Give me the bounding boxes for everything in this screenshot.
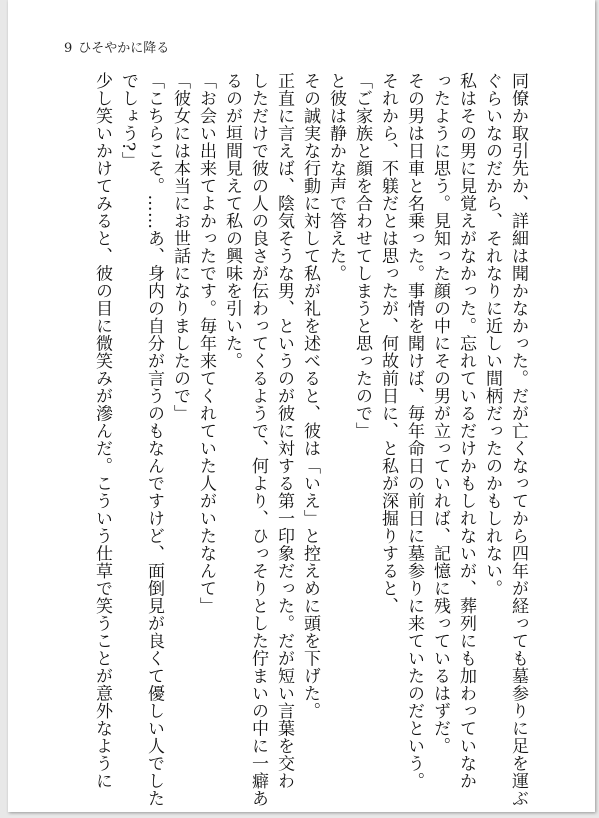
running-header [64, 37, 169, 56]
text-line: ったように思う。見知った顔の中にその男が立っていれば、記憶に残っているはずだ。 [430, 72, 450, 755]
text-line: 「お会い出来てよかったです。毎年来てくれていた人がいたなんて」 [196, 72, 216, 615]
text-line: るのが垣間見えて私の興味を引いた。 [222, 72, 242, 370]
text-line: 「ご家族と顔を合わせてしまうと思ったので」 [352, 72, 372, 440]
vertical-body-text [89, 72, 531, 807]
text-line: 正直に言えば、陰気そうな男、というのが彼に対する第一印象だった。だが短い言葉を交わ [274, 72, 294, 790]
text-line: ぐらいなのだから、それなりに近しい間柄だったのかもしれない。 [482, 72, 502, 597]
text-line: 少し笑いかけてみると、彼の目に微笑みが滲んだ。こういう仕草で笑うことが意外なように [92, 72, 112, 790]
text-line: と彼は静かな声で答えた。 [326, 72, 346, 282]
text-line: 同僚か取引先か、詳細は聞かなかった。だが亡くなってから四年が経っても墓参りに足を運ぶ [508, 72, 528, 807]
text-line: その男は日車と名乗った。事情を聞けば、毎年命日の前日に墓参りに来ていたのだという。 [404, 72, 424, 790]
text-line: 「こちらこそ。……あ、身内の自分が言うのもなんですけど、面倒見が良くて優しい人でした [144, 72, 164, 807]
page-number: 9 [64, 41, 73, 56]
text-line: その誠実な行動に対して私が礼を述べると、彼は「いえ」と控えめに頭を下げた。 [300, 72, 320, 720]
text-line: 「彼女には本当にお世話になりましたので」 [170, 72, 190, 422]
text-line: でしょう?」 [118, 72, 138, 170]
text-line: 私はその男に見覚えがなかった。忘れているだけかもしれないが、葬列にも加わっていなか [456, 72, 476, 790]
text-line: しただけで彼の人の良さが伝わってくるようで、何より、ひっそりとした佇まいの中に一癖あ [248, 72, 268, 807]
book-page [8, 0, 595, 812]
chapter-title: ひそやかに降る [78, 41, 170, 56]
text-line: それから、不躾だとは思ったが、何故前日に、と私が深掘りすると、 [378, 72, 398, 615]
